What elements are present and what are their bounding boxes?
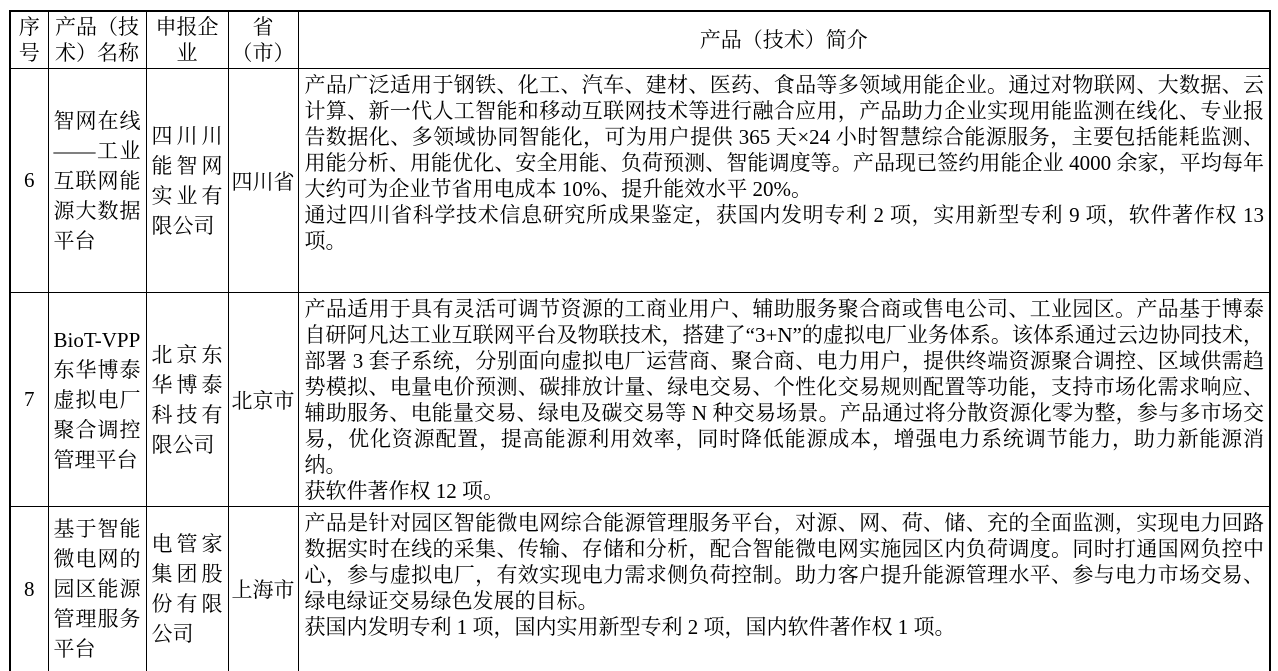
- province: 北京市: [228, 293, 298, 507]
- product-name: 智网在线——工业互联网能源大数据平台: [48, 69, 146, 293]
- intro-paragraph: 产品广泛适用于钢铁、化工、汽车、建材、医药、食品等多领域用能企业。通过对物联网、大数据、云计算、新一代人工智能和移动互联网技术等进行融合应用，产品助力企业实现用能监测在线化、专业报告数据化、多领域协同智能化，可为用户提供 365 天×24 小时智慧综合能源服务，主要包括能耗监测、用能分析、用能优化、安全用能、负荷预测、智能调度等。产品现已签约用能企业 4000 余家，平均每年大约可为企业节省用电成本 10%、提升能效水平 20%。: [304, 73, 1264, 201]
- table-row: [10, 293, 1270, 507]
- intro-paragraph: 产品适用于具有灵活可调节资源的工商业用户、辅助服务聚合商或售电公司、工业园区。产品基于博泰自研阿凡达工业互联网平台及物联技术，搭建了“3+N”的虚拟电厂业务体系。该体系通过云边协同技术，部署 3 套子系统，分别面向虚拟电厂运营商、聚合商、电力用户，提供终端资源聚合调控、区域供需趋势模拟、电量电价预测、碳排放计量、绿电交易、个性化交易规则配置等功能，支持市场化需求响应、辅助服务、电能量交易、绿电及碳交易等 N 种交易场景。产品通过将分散资源化零为整，参与多市场交易，优化资源配置，提高能源利用效率，同时降低能源成本，增强电力系统调节能力，助力新能源消纳。: [304, 297, 1264, 477]
- product-name: BioT-VPP东华博泰虚拟电厂聚合调控管理平台: [48, 293, 146, 507]
- header-row: [10, 11, 1270, 69]
- intro-paragraph: 产品是针对园区智能微电网综合能源管理服务平台，对源、网、荷、储、充的全面监测，实现电力回路数据实时在线的采集、传输、存储和分析，配合智能微电网实施园区内负荷调度。同时打通国网负控中心，参与虚拟电厂，有效实现电力需求侧负荷控制。助力客户提升能源管理水平、参与电力市场交易、绿电绿证交易绿色发展的目标。: [304, 511, 1264, 613]
- product-intro: [298, 293, 1270, 507]
- product-intro: [298, 69, 1270, 293]
- row-number: 8: [10, 507, 48, 671]
- table-row: [10, 507, 1270, 671]
- intro-paragraph: 获软件著作权 12 项。: [304, 479, 504, 503]
- row-number: 7: [10, 293, 48, 507]
- header-no: 序号: [10, 11, 48, 69]
- row-number: 6: [10, 69, 48, 293]
- company-name: 电管家集团股份有限公司: [146, 507, 228, 671]
- product-name: 基于智能微电网的园区能源管理服务平台: [48, 507, 146, 671]
- header-product-name: 产品（技术）名称: [48, 11, 146, 69]
- header-intro: 产品（技术）简介: [298, 11, 1270, 69]
- header-province: 省（市）: [228, 11, 298, 69]
- product-intro: [298, 507, 1270, 671]
- province: 四川省: [228, 69, 298, 293]
- intro-paragraph: 通过四川省科学技术信息研究所成果鉴定，获国内发明专利 2 项，实用新型专利 9 项，软件著作权 13 项。: [304, 203, 1264, 253]
- product-technology-table: [9, 10, 1271, 671]
- company-name: 四川川能智网实业有限公司: [146, 69, 228, 293]
- province: 上海市: [228, 507, 298, 671]
- company-name: 北京东华博泰科技有限公司: [146, 293, 228, 507]
- header-company: 申报企业: [146, 11, 228, 69]
- intro-paragraph: 获国内发明专利 1 项，国内实用新型专利 2 项，国内软件著作权 1 项。: [304, 615, 956, 639]
- table-row: [10, 69, 1270, 293]
